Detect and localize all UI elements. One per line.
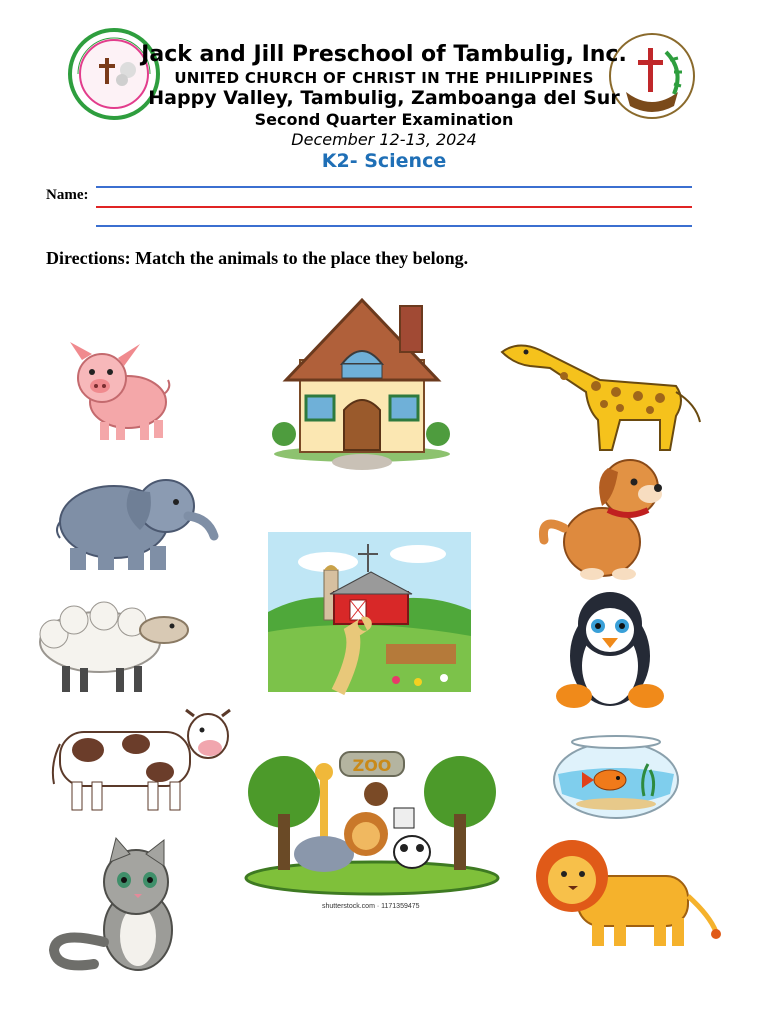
sheep-icon[interactable] [34, 604, 190, 696]
penguin-icon[interactable] [554, 588, 666, 712]
school-name: Jack and Jill Preschool of Tambulig, Inc. [141, 42, 627, 67]
farm-barn-icon[interactable] [268, 532, 471, 692]
name-line-top[interactable] [96, 186, 692, 188]
school-address: Happy Valley, Tambulig, Zamboanga del Sur [148, 87, 620, 109]
fish-bowl-icon[interactable] [552, 734, 680, 820]
name-label: Name: [46, 187, 89, 203]
directions-text: Directions: Match the animals to the place they belong. [46, 248, 469, 268]
shutterstock-watermark: shutterstock.com · 1171359475 [322, 903, 420, 910]
dog-icon[interactable] [538, 454, 668, 582]
subject-title: K2- Science [321, 150, 447, 172]
elephant-icon[interactable] [54, 472, 216, 572]
house-icon[interactable] [272, 298, 452, 470]
cow-icon[interactable] [48, 710, 228, 814]
zoo-sign-text: ZOO [352, 756, 392, 775]
name-line-bottom[interactable] [96, 225, 692, 227]
giraffe-icon[interactable] [500, 340, 702, 452]
name-line-middle[interactable] [96, 206, 692, 208]
church-name: UNITED CHURCH OF CHRIST IN THE PHILIPPINES [174, 69, 594, 87]
cat-icon[interactable] [46, 838, 192, 972]
zoo-icon[interactable] [244, 744, 500, 896]
exam-title: Second Quarter Examination [254, 110, 514, 129]
exam-date: December 12-13, 2024 [291, 130, 477, 149]
lion-icon[interactable] [534, 836, 720, 950]
pig-icon[interactable] [66, 338, 174, 444]
